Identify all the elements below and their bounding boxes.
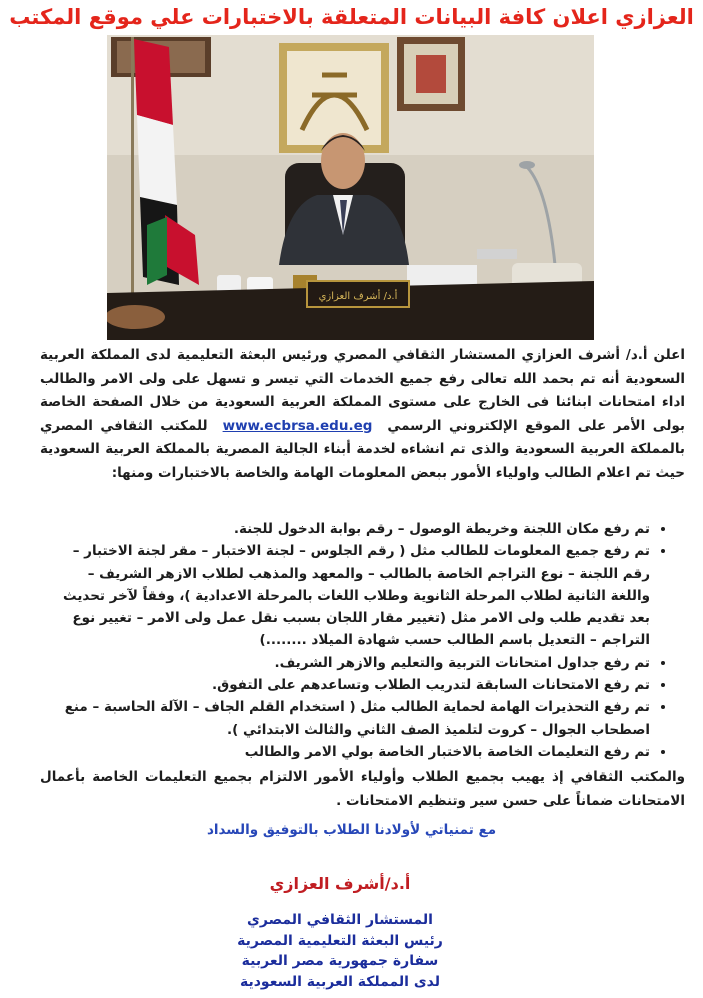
page-title: العزازي اعلان كافة البيانات المتعلقة بالاختبارات علي موقع المكتب xyxy=(9,5,694,29)
official-face xyxy=(321,133,365,189)
list-item: • تم رفع جداول امتحانات التربية والتعليم والازهر الشريف. xyxy=(60,652,650,674)
egypt-flag xyxy=(134,39,173,125)
list-item: • تم رفع التعليمات الخاصة بالاختبار الخاصة بولي الامر والطالب xyxy=(60,741,650,763)
visitor-hand xyxy=(107,305,165,329)
wishes-line: مع تمنياتي لأولادنا الطلاب بالتوفيق والسداد xyxy=(206,822,497,838)
intro-paragraph xyxy=(40,344,685,485)
signature-line: المستشار الثقافي المصري xyxy=(247,912,433,928)
list-item: • تم رفع جميع المعلومات للطالب مثل ( رقم الجلوس – لجنة الاختبار – مقر لجنة الاختبار – رقم اللجنة – نوع التراجم الخاصة بالطالب – والمعهد والمذهب لطلاب الازهر الشريف – واللغة الثانية لطلاب المرحلة الثانوية وطلاب اللغات بالمرحلة الاعدادية )، وفقاً لآخر تحديث بعد تقديم طلب ولى الامر مثل (تغيير مقار اللجان بسبب نقل عمل ولى الامر – تغيير نوع التراجم – التعديل باسم الطالب حسب شهادة الميلاد ........) xyxy=(60,540,650,651)
signature-name: أ.د/أشرف العزازي xyxy=(269,874,411,893)
list-item: • تم رفع التحذيرات الهامة لحماية الطالب مثل ( استخدام القلم الجاف – الآلة الحاسبة – منع اصطحاب الجوال – كروت لتلميذ الصف الثاني والثالث الابتدائي ). xyxy=(60,696,650,741)
nameplate-text: أ.د/ أشرف العزازي xyxy=(318,291,398,302)
signature-block xyxy=(0,910,680,992)
signature-line: لدى المملكة العربية السعودية xyxy=(239,973,440,990)
signature-line: رئيس البعثة التعليمية المصرية xyxy=(237,932,443,949)
website-link[interactable]: www.ecbrsa.edu.eg xyxy=(222,417,373,434)
signature-line: سفارة جمهورية مصر العربية xyxy=(241,953,439,969)
office-photo xyxy=(107,35,594,340)
info-list xyxy=(60,518,668,763)
intro-text-before: اعلن أ.د/ أشرف العزازي المستشار الثقافي المصري ورئيس البعثة التعليمية لدى المملكة العربية السعودية أنه تم بحمد الله تعالى رفع جميع الخدمات التي تيسر و تسهل على ولى الامر والطالب اداء امتحانات ابنائنا فى الخارج على مستوى المملكة العربية السعودية من خلال الصفحة الخاصة بولى الأمر على الموقع الإلكتروني الرسمي xyxy=(40,347,685,434)
list-item: • تم رفع الامتحانات السابقة لتدريب الطلاب وتساعدهم على التفوق. xyxy=(60,674,650,696)
intro-text-after: للمكتب الثقافي المصري بالمملكة العربية السعودية والذى تم انشاءه لخدمة أبناء الجالية المصرية بالمملكة العربية السعودية حيث تم اعلام الطالب واولياء الأمور ببعض المعلومات الهامة والخاصة بالاختبارات ومنها: xyxy=(40,417,685,481)
list-item: • تم رفع مكان اللجنة وخريطة الوصول – رقم بوابة الدخول للجنة. xyxy=(60,518,650,540)
closing-paragraph: والمكتب الثقافي إذ يهيب بجميع الطلاب وأولياء الأمور الالتزام بجميع التعليمات الخاصة بأعمال الامتحانات ضماناً على حسن سير وتنظيم الامتحانات . xyxy=(40,769,685,809)
